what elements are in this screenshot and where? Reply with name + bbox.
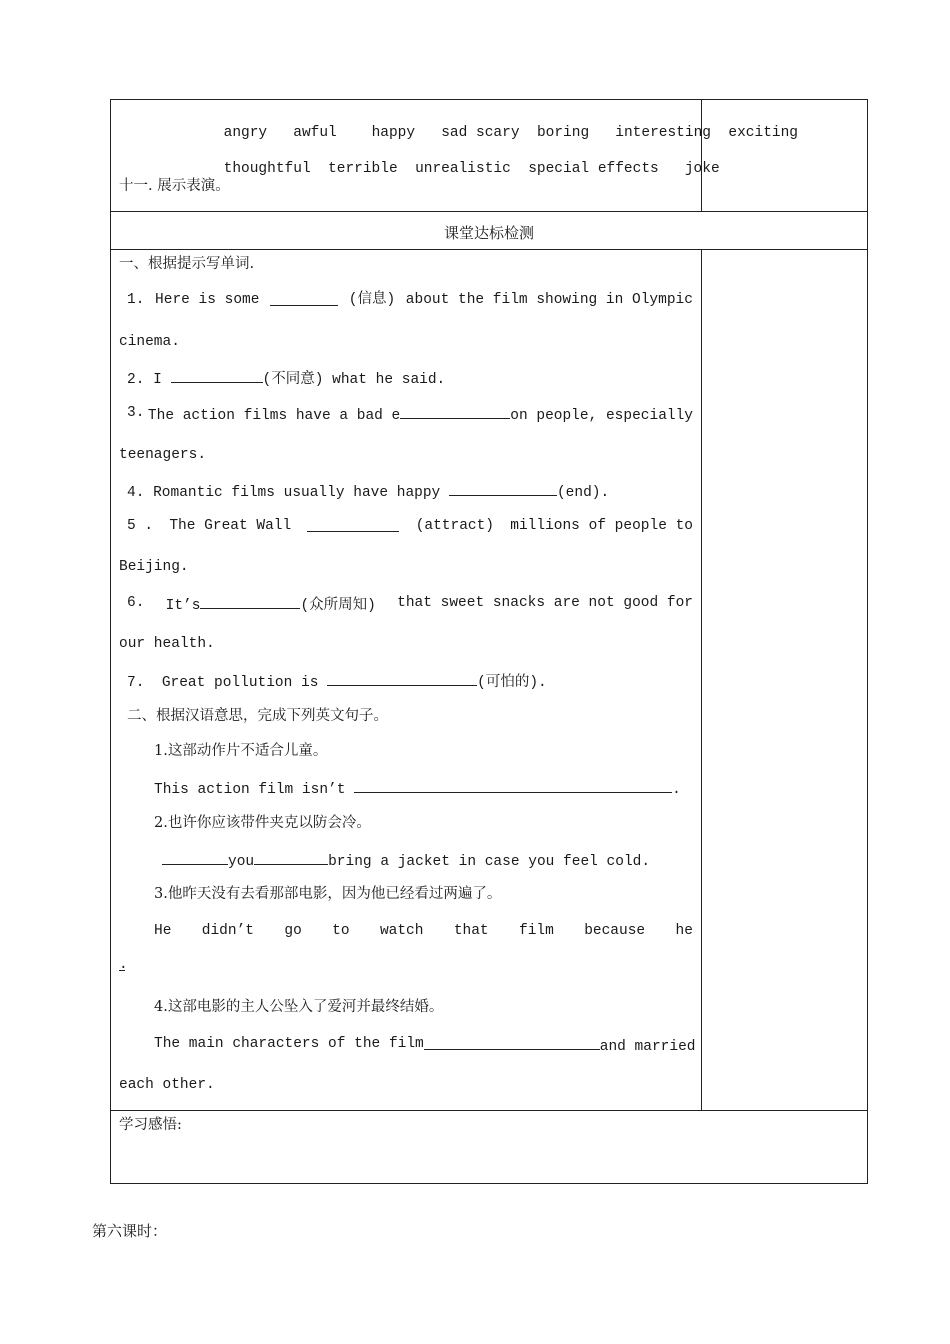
- q5-hint: (attract): [415, 518, 495, 534]
- q6-line: [127, 594, 693, 615]
- q2-hint: (不同意): [262, 372, 324, 388]
- s4-en: The main characters of the film and married: [154, 1036, 696, 1055]
- word: joke: [684, 161, 720, 177]
- q3-line: [127, 404, 693, 425]
- word: thoughtful: [223, 161, 311, 177]
- q2-blank[interactable]: [171, 368, 263, 383]
- s1-blank[interactable]: [354, 778, 672, 793]
- s4-cn: 4.这部电影的主人公坠入了爱河并最终结婚。: [154, 999, 444, 1015]
- q3-num: 3.: [127, 405, 145, 421]
- q6-text-b: that sweet snacks are not good for: [397, 595, 693, 611]
- section-11: 十一. 展示表演。: [119, 178, 230, 194]
- exercise-cell: [111, 250, 702, 1110]
- word: awful: [293, 125, 337, 141]
- word: angry: [223, 125, 268, 141]
- q7-line: [127, 671, 547, 692]
- part2-heading: 二、根据汉语意思，完成下列英文句子。: [127, 708, 388, 724]
- q6-text: It’s (众所周知): [166, 594, 376, 615]
- q4-num: 4.: [127, 485, 145, 501]
- q1-line: [127, 291, 693, 309]
- reflection-label: 学习感悟:: [119, 1117, 182, 1133]
- q6-cont: our health.: [119, 636, 215, 652]
- q1-text: Here is some: [155, 292, 260, 308]
- exercise-row: [111, 249, 867, 1110]
- q3-cont: teenagers.: [119, 447, 207, 463]
- q4-text: Romantic films usually have happy: [153, 485, 441, 501]
- q7-text: Great pollution is: [161, 675, 319, 691]
- q3-text: The action films have a bad e on people, especially: [148, 404, 693, 425]
- q7-blank[interactable]: [327, 671, 477, 686]
- lesson-table: [110, 99, 868, 1184]
- q2-text: I: [153, 372, 162, 388]
- q4-hint: (end).: [556, 485, 610, 501]
- s1-cn: 1.这部动作片不适合儿童。: [154, 743, 328, 759]
- q6-num: 6.: [127, 595, 145, 611]
- q1-hint: (信息): [348, 292, 396, 308]
- q5-cont: Beijing.: [119, 559, 189, 575]
- q3-blank[interactable]: [400, 404, 510, 419]
- word: terrible: [328, 161, 398, 177]
- q5-num: 5 .: [127, 518, 154, 534]
- q7-num: 7.: [127, 675, 145, 691]
- s2-en: you bring a jacket in case you feel cold.: [162, 850, 650, 871]
- word: happy: [371, 125, 416, 141]
- section-title: 课堂达标检测: [443, 226, 534, 242]
- q7-hint: (可怕的).: [477, 675, 547, 691]
- vocab-cell: [111, 100, 799, 211]
- word: boring: [536, 125, 590, 141]
- word: sad: [441, 125, 468, 141]
- q6-blank[interactable]: [200, 594, 300, 609]
- word: scary: [476, 125, 520, 141]
- q5-blank[interactable]: [307, 517, 399, 532]
- s4-cont: each other.: [119, 1077, 215, 1093]
- q1-cont: cinema.: [119, 334, 180, 350]
- q5-text-b: millions of people to: [510, 518, 693, 534]
- vocab-line-2: [154, 142, 720, 196]
- word: interesting: [615, 125, 711, 141]
- s3-cn: 3.他昨天没有去看那部电影，因为他已经看过两遍了。: [154, 886, 502, 902]
- s2-blank-2[interactable]: [254, 850, 328, 865]
- q4-line: [127, 481, 609, 502]
- word: exciting: [728, 125, 799, 141]
- s3-en: He didn’t go to watch that film because he: [154, 923, 693, 939]
- q2-line: [127, 368, 445, 389]
- word: unrealistic: [415, 161, 511, 177]
- s3-end[interactable]: [119, 956, 128, 974]
- q4-blank[interactable]: [449, 481, 557, 496]
- part1-heading: 一、根据提示写单词.: [119, 256, 255, 272]
- q5-line: [127, 517, 693, 535]
- reflection-row: [111, 1110, 867, 1183]
- next-lesson-label: 第六课时：: [92, 1222, 168, 1240]
- q1-blank[interactable]: [270, 291, 338, 306]
- q2-num: 2.: [127, 372, 145, 388]
- vocab-row: [111, 100, 867, 211]
- s1-en: This action film isn’t .: [154, 778, 681, 799]
- q1-num: 1.: [127, 292, 145, 308]
- s3-blank: .: [119, 957, 128, 973]
- s4-blank[interactable]: [424, 1035, 600, 1050]
- q2-text-b: what he said.: [332, 372, 446, 388]
- word: special effects: [528, 161, 659, 177]
- s2-cn: 2.也许你应该带件夹克以防会冷。: [154, 815, 371, 831]
- s2-blank-1[interactable]: [162, 850, 228, 865]
- q1-text-b: about the film showing in Olympic: [405, 292, 693, 308]
- q5-text: The Great Wall: [169, 518, 292, 534]
- section-title-row: [111, 211, 867, 249]
